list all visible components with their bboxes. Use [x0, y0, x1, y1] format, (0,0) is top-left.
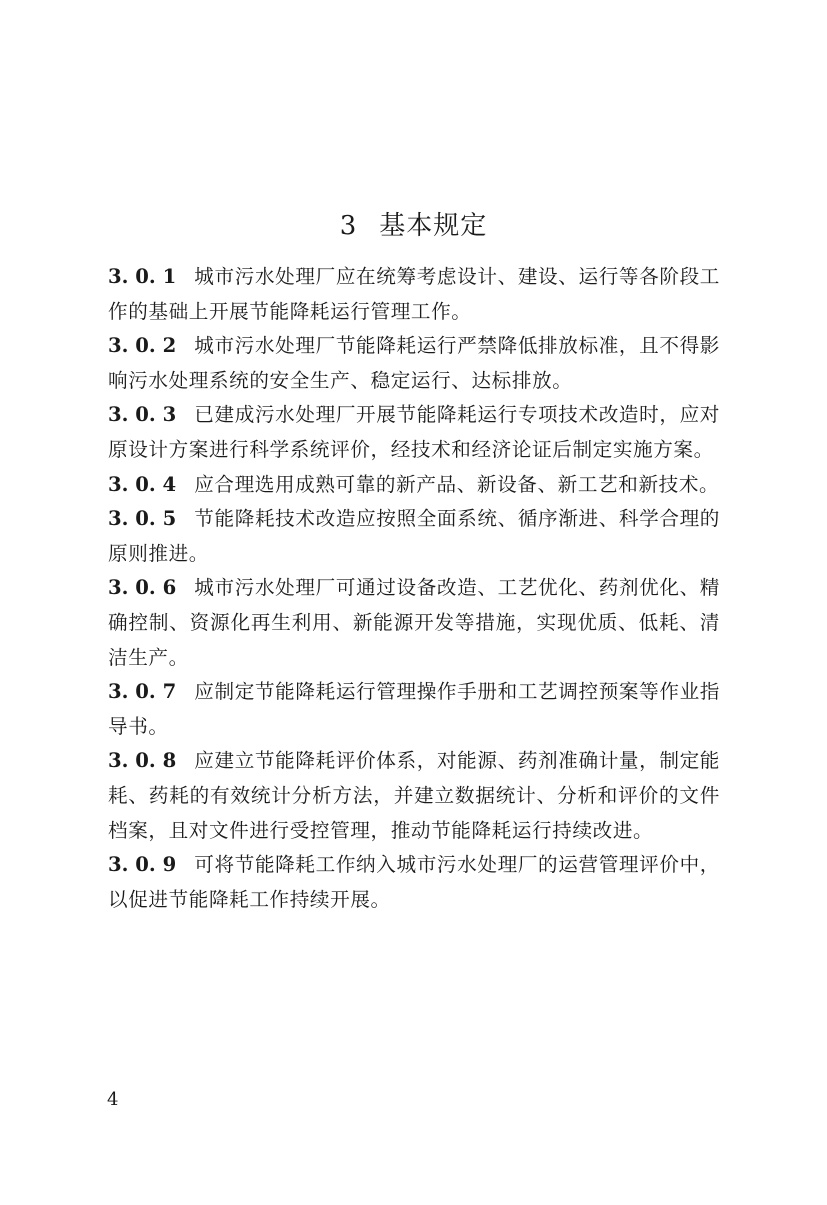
clause-text: 应制定节能降耗运行管理操作手册和工艺调控预案等作业指导书。 [108, 680, 720, 738]
chapter-title [0, 206, 827, 246]
clause-3-0-8 [108, 744, 720, 848]
clause-3-0-4 [108, 468, 720, 503]
clause-number: 3. 0. 8 [108, 749, 177, 773]
clause-number: 3. 0. 1 [108, 265, 177, 288]
clause-text: 已建成污水处理厂开展节能降耗运行专项技术改造时，应对原设计方案进行科学系统评价，经技术和经济论证后制定实施方案。 [108, 403, 720, 461]
clause-number: 3. 0. 6 [108, 576, 177, 600]
page-number: 4 [107, 1089, 119, 1110]
clause-3-0-6 [108, 571, 720, 675]
clause-number: 3. 0. 9 [108, 853, 177, 877]
clause-3-0-1 [108, 260, 720, 329]
clause-number: 3. 0. 5 [108, 507, 177, 531]
chapter-title-text: 基本规定 [379, 211, 488, 241]
clause-text: 城市污水处理厂应在统筹考虑设计、建设、运行等各阶段工作的基础上开展节能降耗运行管理工作。 [108, 265, 720, 323]
clause-text: 应建立节能降耗评价体系，对能源、药剂准确计量，制定能耗、药耗的有效统计分析方法，并建立数据统计、分析和评价的文件档案，且对文件进行受控管理，推动节能降耗运行持续改进。 [108, 749, 720, 842]
clause-3-0-3 [108, 398, 720, 467]
clause-list [108, 260, 720, 917]
clause-text: 应合理选用成熟可靠的新产品、新设备、新工艺和新技术。 [194, 472, 720, 496]
clause-text: 城市污水处理厂节能降耗运行严禁降低排放标准，且不得影响污水处理系统的安全生产、稳定运行、达标排放。 [108, 334, 720, 392]
clause-number: 3. 0. 2 [108, 334, 177, 358]
clause-3-0-2 [108, 329, 720, 398]
clause-number: 3. 0. 4 [108, 472, 177, 496]
clause-number: 3. 0. 3 [108, 403, 177, 427]
clause-text: 节能降耗技术改造应按照全面系统、循序渐进、科学合理的原则推进。 [108, 507, 720, 565]
clause-number: 3. 0. 7 [108, 680, 177, 704]
chapter-number: 3 [339, 211, 358, 241]
clause-text: 可将节能降耗工作纳入城市污水处理厂的运营管理评价中，以促进节能降耗工作持续开展。 [108, 853, 720, 911]
clause-3-0-7 [108, 675, 720, 744]
clause-3-0-5 [108, 502, 720, 571]
clause-text: 城市污水处理厂可通过设备改造、工艺优化、药剂优化、精确控制、资源化再生利用、新能源开发等措施，实现优质、低耗、清洁生产。 [108, 576, 720, 669]
clause-3-0-9 [108, 848, 720, 917]
